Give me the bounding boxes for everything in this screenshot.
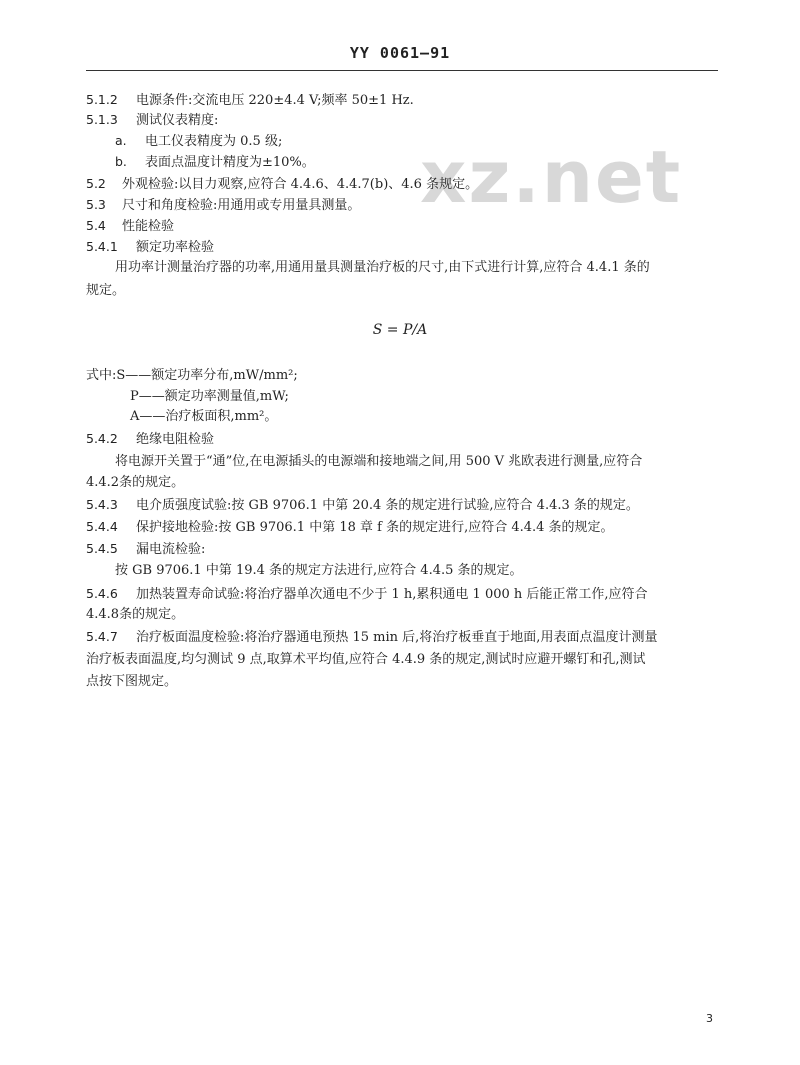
clause-5-3 (86, 196, 360, 215)
paragraph-line (115, 562, 523, 580)
paragraph-line (86, 606, 184, 624)
paragraph-text: 4.4.2条的规定。 (86, 475, 185, 490)
clause-5-1-3-a (115, 132, 282, 151)
clause-number: 5.4.7 (86, 629, 118, 644)
paragraph-text: 将电源开关置于“通”位,在电源插头的电源端和接地端之间,用 500 V 兆欧表进行测量,应符合 (115, 454, 643, 469)
clause-number: 5.4.4 (86, 519, 118, 534)
clause-5-4-6 (86, 585, 648, 604)
variable-definition: P——额定功率测量值,mW; (130, 389, 289, 404)
paragraph-text: 治疗板表面温度,均匀测试 9 点,取算术平均值,应符合 4.4.9 条的规定,测试时应避开螺钉和孔,测试 (86, 652, 646, 667)
clause-5-1-2 (86, 91, 414, 110)
paragraph-line (115, 259, 650, 277)
clause-text: 漏电流检验: (136, 542, 206, 557)
item-text: 表面点温度计精度为±10%。 (145, 155, 315, 170)
clause-number: 5.1.2 (86, 92, 118, 107)
clause-5-4 (86, 217, 174, 236)
clause-5-4-2 (86, 430, 214, 449)
clause-text: 电介质强度试验:按 GB 9706.1 中第 20.4 条的规定进行试验,应符合 4.4.3 条的规定。 (136, 498, 639, 513)
clause-text: 绝缘电阻检验 (136, 432, 215, 447)
clause-number: 5.4.6 (86, 586, 118, 601)
clause-5-1-3-b (115, 153, 315, 172)
formula: S = P/A (372, 322, 428, 338)
clause-number: 5.4.5 (86, 541, 118, 556)
clause-text: 额定功率检验 (136, 240, 215, 255)
clause-text: 尺寸和角度检验:用通用或专用量具测量。 (122, 198, 361, 213)
clause-number: 5.2 (86, 176, 106, 191)
paragraph-text: 规定。 (86, 283, 126, 298)
clause-number: 5.1.3 (86, 112, 118, 127)
clause-text: 外观检验:以目力观察,应符合 4.4.6、4.4.7(b)、4.6 条规定。 (122, 177, 479, 192)
header-rule (86, 70, 718, 71)
clause-number: 5.4.2 (86, 431, 118, 446)
page-number: 3 (706, 1012, 713, 1025)
watermark: xz.net (420, 135, 683, 219)
clause-5-4-1 (86, 238, 214, 257)
clause-text: 测试仪表精度: (136, 113, 219, 128)
clause-5-4-4 (86, 518, 614, 537)
clause-5-4-5 (86, 540, 205, 559)
paragraph-line (86, 651, 646, 669)
paragraph-text: 4.4.8条的规定。 (86, 607, 185, 622)
clause-5-4-3 (86, 496, 639, 515)
clause-text: 电源条件:交流电压 220±4.4 V;频率 50±1 Hz. (136, 93, 414, 108)
paragraph-text: 用功率计测量治疗器的功率,用通用量具测量治疗板的尺寸,由下式进行计算,应符合 4.4.1 条的 (115, 260, 650, 275)
clause-number: 5.3 (86, 197, 106, 212)
paragraph-line (86, 474, 184, 492)
clause-number: 5.4.1 (86, 239, 118, 254)
paragraph-line (86, 282, 125, 300)
variable-definition: A——治疗板面积,mm²。 (130, 409, 278, 424)
where-clause-s (86, 367, 298, 385)
clause-number: 5.4.3 (86, 497, 118, 512)
clause-text: 性能检验 (122, 219, 175, 234)
item-text: 电工仪表精度为 0.5 级; (145, 134, 283, 149)
where-clause-a (130, 408, 277, 426)
where-clause-p (130, 388, 289, 406)
clause-number: 5.4 (86, 218, 106, 233)
paragraph-line (86, 673, 177, 691)
clause-5-4-7 (86, 628, 657, 647)
variable-definition: 式中:S——额定功率分布,mW/mm²; (86, 368, 298, 383)
clause-text: 治疗板面温度检验:将治疗器通电预热 15 min 后,将治疗板垂直于地面,用表面点温度计测量 (136, 630, 658, 645)
paragraph-text: 点按下图规定。 (86, 674, 178, 689)
clause-text: 保护接地检验:按 GB 9706.1 中第 18 章 f 条的规定进行,应符合 4.4.4 条的规定。 (136, 520, 614, 535)
standard-code-header: YY 0061—91 (349, 44, 451, 62)
item-letter: a. (115, 133, 127, 148)
item-letter: b. (115, 154, 127, 169)
clause-5-1-3 (86, 111, 218, 130)
paragraph-line (115, 453, 642, 471)
clause-5-2 (86, 175, 478, 194)
clause-text: 加热装置寿命试验:将治疗器单次通电不少于 1 h,累积通电 1 000 h 后能正常工作,应符合 (136, 587, 648, 602)
paragraph-text: 按 GB 9706.1 中第 19.4 条的规定方法进行,应符合 4.4.5 条的规定。 (115, 563, 523, 578)
